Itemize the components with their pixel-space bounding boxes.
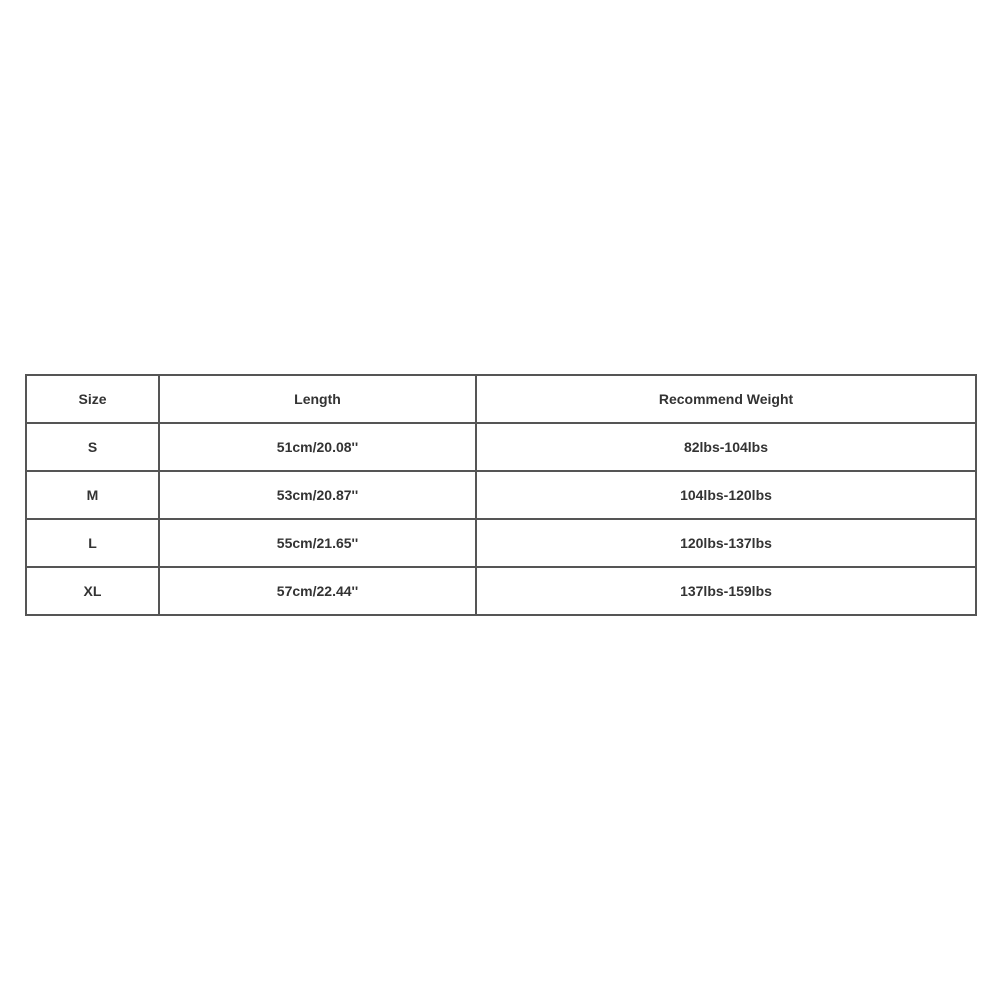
header-length: Length <box>159 375 476 423</box>
table-header-row <box>26 375 976 423</box>
table-row <box>26 423 976 471</box>
cell-size: M <box>26 471 159 519</box>
cell-weight: 137lbs-159lbs <box>476 567 976 615</box>
cell-length: 55cm/21.65'' <box>159 519 476 567</box>
header-size: Size <box>26 375 159 423</box>
size-chart-table <box>25 374 977 616</box>
table-row <box>26 519 976 567</box>
table-row <box>26 471 976 519</box>
cell-length: 51cm/20.08'' <box>159 423 476 471</box>
cell-weight: 120lbs-137lbs <box>476 519 976 567</box>
header-recommend-weight: Recommend Weight <box>476 375 976 423</box>
cell-length: 53cm/20.87'' <box>159 471 476 519</box>
cell-size: L <box>26 519 159 567</box>
cell-size: S <box>26 423 159 471</box>
cell-length: 57cm/22.44'' <box>159 567 476 615</box>
cell-size: XL <box>26 567 159 615</box>
cell-weight: 82lbs-104lbs <box>476 423 976 471</box>
table-row <box>26 567 976 615</box>
cell-weight: 104lbs-120lbs <box>476 471 976 519</box>
